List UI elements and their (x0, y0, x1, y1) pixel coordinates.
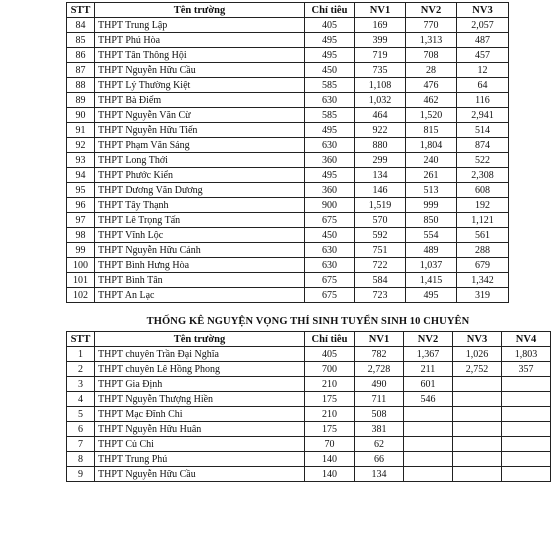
school-name-cell: THPT An Lạc (95, 288, 305, 303)
table-cell: 134 (355, 168, 406, 183)
table-row (67, 243, 509, 258)
table-cell: 211 (404, 362, 453, 377)
table-cell: 700 (305, 362, 355, 377)
table-cell: 134 (355, 467, 404, 482)
table-row (67, 48, 509, 63)
table-cell: 487 (457, 33, 509, 48)
table-cell: 1,415 (406, 273, 457, 288)
table-cell: 86 (67, 48, 95, 63)
table-cell: 457 (457, 48, 509, 63)
table-cell: 140 (305, 452, 355, 467)
table-cell: 1,313 (406, 33, 457, 48)
school-name-cell: THPT Bình Hưng Hòa (95, 258, 305, 273)
table-cell (453, 467, 502, 482)
column-header: NV4 (502, 332, 551, 347)
table-cell (453, 377, 502, 392)
specialized-table-title: THỐNG KÊ NGUYỆN VỌNG THÍ SINH TUYỂN SINH 10 CHUYÊN (146, 316, 470, 327)
table-cell: 1 (67, 347, 95, 362)
table-cell: 874 (457, 138, 509, 153)
table-cell: 630 (305, 243, 355, 258)
table-cell: 381 (355, 422, 404, 437)
table-row (67, 93, 509, 108)
table-body (67, 18, 509, 303)
table-row (67, 228, 509, 243)
table-cell: 1,804 (406, 138, 457, 153)
table-cell: 630 (305, 93, 355, 108)
table-cell (453, 437, 502, 452)
table-cell: 288 (457, 243, 509, 258)
table-cell: 9 (67, 467, 95, 482)
table-row (67, 452, 551, 467)
table-row (67, 18, 509, 33)
table-cell: 1,026 (453, 347, 502, 362)
table-cell: 782 (355, 347, 404, 362)
school-name-cell: THPT Phú Hòa (95, 33, 305, 48)
table-cell (404, 467, 453, 482)
table-cell: 592 (355, 228, 406, 243)
table-cell: 708 (406, 48, 457, 63)
table-row (67, 138, 509, 153)
school-name-cell: THPT Bình Tân (95, 273, 305, 288)
school-name-cell: THPT Nguyễn Hữu Cảnh (95, 243, 305, 258)
table-header-row (67, 3, 509, 18)
table-row (67, 198, 509, 213)
school-name-cell: THPT Trung Phú (95, 452, 305, 467)
table-cell (502, 392, 551, 407)
table-cell: 62 (355, 437, 404, 452)
table-cell: 584 (355, 273, 406, 288)
table-cell: 87 (67, 63, 95, 78)
column-header: STT (67, 3, 95, 18)
table-cell: 4 (67, 392, 95, 407)
table-cell: 476 (406, 78, 457, 93)
table-cell: 102 (67, 288, 95, 303)
table-cell: 570 (355, 213, 406, 228)
table-cell: 2,752 (453, 362, 502, 377)
table-cell: 630 (305, 258, 355, 273)
table-cell: 140 (305, 467, 355, 482)
table-cell: 360 (305, 153, 355, 168)
table-cell: 66 (355, 452, 404, 467)
column-header: STT (67, 332, 95, 347)
table-cell: 450 (305, 63, 355, 78)
table-cell: 12 (457, 63, 509, 78)
table-cell: 169 (355, 18, 406, 33)
table-cell: 210 (305, 407, 355, 422)
table-cell: 719 (355, 48, 406, 63)
table-cell: 240 (406, 153, 457, 168)
table-cell: 735 (355, 63, 406, 78)
table-cell: 495 (305, 168, 355, 183)
table-cell: 462 (406, 93, 457, 108)
table-cell: 1,342 (457, 273, 509, 288)
table-cell: 2,941 (457, 108, 509, 123)
table-cell: 495 (305, 123, 355, 138)
table-cell (404, 452, 453, 467)
table-cell: 6 (67, 422, 95, 437)
table-cell: 99 (67, 243, 95, 258)
table-cell: 92 (67, 138, 95, 153)
table-cell: 585 (305, 108, 355, 123)
table-cell: 585 (305, 78, 355, 93)
school-name-cell: THPT Long Thới (95, 153, 305, 168)
column-header: Tên trường (95, 332, 305, 347)
school-name-cell: THPT Vĩnh Lộc (95, 228, 305, 243)
school-name-cell: THPT Tân Thông Hội (95, 48, 305, 63)
table-row (67, 258, 509, 273)
table-row (67, 63, 509, 78)
table-cell: 116 (457, 93, 509, 108)
table-cell: 770 (406, 18, 457, 33)
column-header: Chỉ tiêu (305, 3, 355, 18)
school-name-cell: THPT Phước Kiển (95, 168, 305, 183)
table-cell: 999 (406, 198, 457, 213)
enrollment-table-specialized (66, 331, 551, 482)
table-cell: 450 (305, 228, 355, 243)
school-name-cell: THPT Nguyễn Hữu Cầu (95, 63, 305, 78)
table-cell: 64 (457, 78, 509, 93)
table-cell: 175 (305, 422, 355, 437)
table-cell: 1,037 (406, 258, 457, 273)
school-name-cell: THPT Củ Chi (95, 437, 305, 452)
table-row (67, 467, 551, 482)
table-cell: 561 (457, 228, 509, 243)
school-name-cell: THPT chuyên Trần Đại Nghĩa (95, 347, 305, 362)
column-header: NV3 (457, 3, 509, 18)
table-cell: 210 (305, 377, 355, 392)
table-row (67, 422, 551, 437)
table-cell: 1,108 (355, 78, 406, 93)
table-cell: 28 (406, 63, 457, 78)
table-cell: 1,519 (355, 198, 406, 213)
school-name-cell: THPT Nguyễn Văn Cừ (95, 108, 305, 123)
table-cell: 900 (305, 198, 355, 213)
table-cell (453, 452, 502, 467)
table-cell: 1,367 (404, 347, 453, 362)
table-cell: 601 (404, 377, 453, 392)
school-name-cell: THPT Trung Lập (95, 18, 305, 33)
table-row (67, 377, 551, 392)
table-cell: 91 (67, 123, 95, 138)
table-cell: 722 (355, 258, 406, 273)
table-cell: 192 (457, 198, 509, 213)
table-cell: 495 (305, 33, 355, 48)
table-cell: 2,728 (355, 362, 404, 377)
table-body (67, 347, 551, 482)
table-cell (502, 377, 551, 392)
table-cell: 608 (457, 183, 509, 198)
school-name-cell: THPT Lý Thường Kiệt (95, 78, 305, 93)
table-cell: 679 (457, 258, 509, 273)
table-row (67, 168, 509, 183)
table-cell: 922 (355, 123, 406, 138)
school-name-cell: THPT Lê Trọng Tấn (95, 213, 305, 228)
school-name-cell: THPT Nguyễn Thượng Hiền (95, 392, 305, 407)
table-row (67, 437, 551, 452)
column-header: Tên trường (95, 3, 305, 18)
table-cell: 675 (305, 213, 355, 228)
table-cell: 89 (67, 93, 95, 108)
table-row (67, 108, 509, 123)
table-cell: 554 (406, 228, 457, 243)
table-cell: 85 (67, 33, 95, 48)
school-name-cell: THPT Bà Điểm (95, 93, 305, 108)
table-row (67, 213, 509, 228)
table-row (67, 347, 551, 362)
table-cell: 98 (67, 228, 95, 243)
table-cell: 880 (355, 138, 406, 153)
table-cell: 723 (355, 288, 406, 303)
table-cell: 513 (406, 183, 457, 198)
table-row (67, 273, 509, 288)
table-cell (502, 437, 551, 452)
school-name-cell: THPT Nguyễn Hữu Cầu (95, 467, 305, 482)
table-cell (502, 452, 551, 467)
table-row (67, 123, 509, 138)
table-cell: 90 (67, 108, 95, 123)
table-row (67, 392, 551, 407)
table-cell: 8 (67, 452, 95, 467)
table-cell: 96 (67, 198, 95, 213)
table-cell: 7 (67, 437, 95, 452)
school-name-cell: THPT Gia Định (95, 377, 305, 392)
table-cell: 522 (457, 153, 509, 168)
table-cell (502, 467, 551, 482)
table-cell: 2,057 (457, 18, 509, 33)
table-cell: 405 (305, 18, 355, 33)
table-row (67, 288, 509, 303)
table-cell: 146 (355, 183, 406, 198)
table-cell: 399 (355, 33, 406, 48)
table-cell: 101 (67, 273, 95, 288)
table-cell: 711 (355, 392, 404, 407)
table-cell (502, 407, 551, 422)
table-cell: 97 (67, 213, 95, 228)
table-cell: 84 (67, 18, 95, 33)
table-row (67, 183, 509, 198)
table-cell (453, 392, 502, 407)
school-name-cell: THPT chuyên Lê Hồng Phong (95, 362, 305, 377)
table-cell: 508 (355, 407, 404, 422)
table-cell: 100 (67, 258, 95, 273)
table-cell: 490 (355, 377, 404, 392)
table-cell: 95 (67, 183, 95, 198)
table-cell: 489 (406, 243, 457, 258)
column-header: NV1 (355, 3, 406, 18)
table-cell: 2 (67, 362, 95, 377)
table-cell (453, 407, 502, 422)
school-name-cell: THPT Tây Thạnh (95, 198, 305, 213)
enrollment-table-regular (66, 2, 509, 303)
table-cell: 1,520 (406, 108, 457, 123)
table-cell: 2,308 (457, 168, 509, 183)
table-cell: 405 (305, 347, 355, 362)
column-header: Chỉ tiêu (305, 332, 355, 347)
school-name-cell: THPT Nguyễn Hữu Tiến (95, 123, 305, 138)
table-cell: 5 (67, 407, 95, 422)
table-cell (404, 437, 453, 452)
table-cell: 751 (355, 243, 406, 258)
table-cell: 815 (406, 123, 457, 138)
table-cell: 1,032 (355, 93, 406, 108)
table-cell: 1,803 (502, 347, 551, 362)
column-header: NV2 (404, 332, 453, 347)
table-cell: 93 (67, 153, 95, 168)
table-cell: 357 (502, 362, 551, 377)
table-row (67, 78, 509, 93)
table-cell: 630 (305, 138, 355, 153)
table-row (67, 153, 509, 168)
table-cell: 514 (457, 123, 509, 138)
table-cell: 495 (305, 48, 355, 63)
table-row (67, 362, 551, 377)
table-cell: 495 (406, 288, 457, 303)
table-cell: 319 (457, 288, 509, 303)
school-name-cell: THPT Dương Văn Dương (95, 183, 305, 198)
table-cell: 546 (404, 392, 453, 407)
table-cell: 464 (355, 108, 406, 123)
table-cell (404, 407, 453, 422)
table-cell: 360 (305, 183, 355, 198)
school-name-cell: THPT Mạc Đĩnh Chi (95, 407, 305, 422)
column-header: NV1 (355, 332, 404, 347)
school-name-cell: THPT Phạm Văn Sáng (95, 138, 305, 153)
table-cell: 675 (305, 273, 355, 288)
table-cell: 94 (67, 168, 95, 183)
school-name-cell: THPT Nguyễn Hữu Huân (95, 422, 305, 437)
table-cell: 850 (406, 213, 457, 228)
table-row (67, 407, 551, 422)
table-cell: 675 (305, 288, 355, 303)
table-cell (502, 422, 551, 437)
column-header: NV2 (406, 3, 457, 18)
table-cell (453, 422, 502, 437)
table-row (67, 33, 509, 48)
table-cell: 70 (305, 437, 355, 452)
table-cell: 175 (305, 392, 355, 407)
table-cell (404, 422, 453, 437)
table-cell: 261 (406, 168, 457, 183)
table-header-row (67, 332, 551, 347)
table-cell: 1,121 (457, 213, 509, 228)
column-header: NV3 (453, 332, 502, 347)
table-cell: 299 (355, 153, 406, 168)
table-cell: 3 (67, 377, 95, 392)
table-cell: 88 (67, 78, 95, 93)
